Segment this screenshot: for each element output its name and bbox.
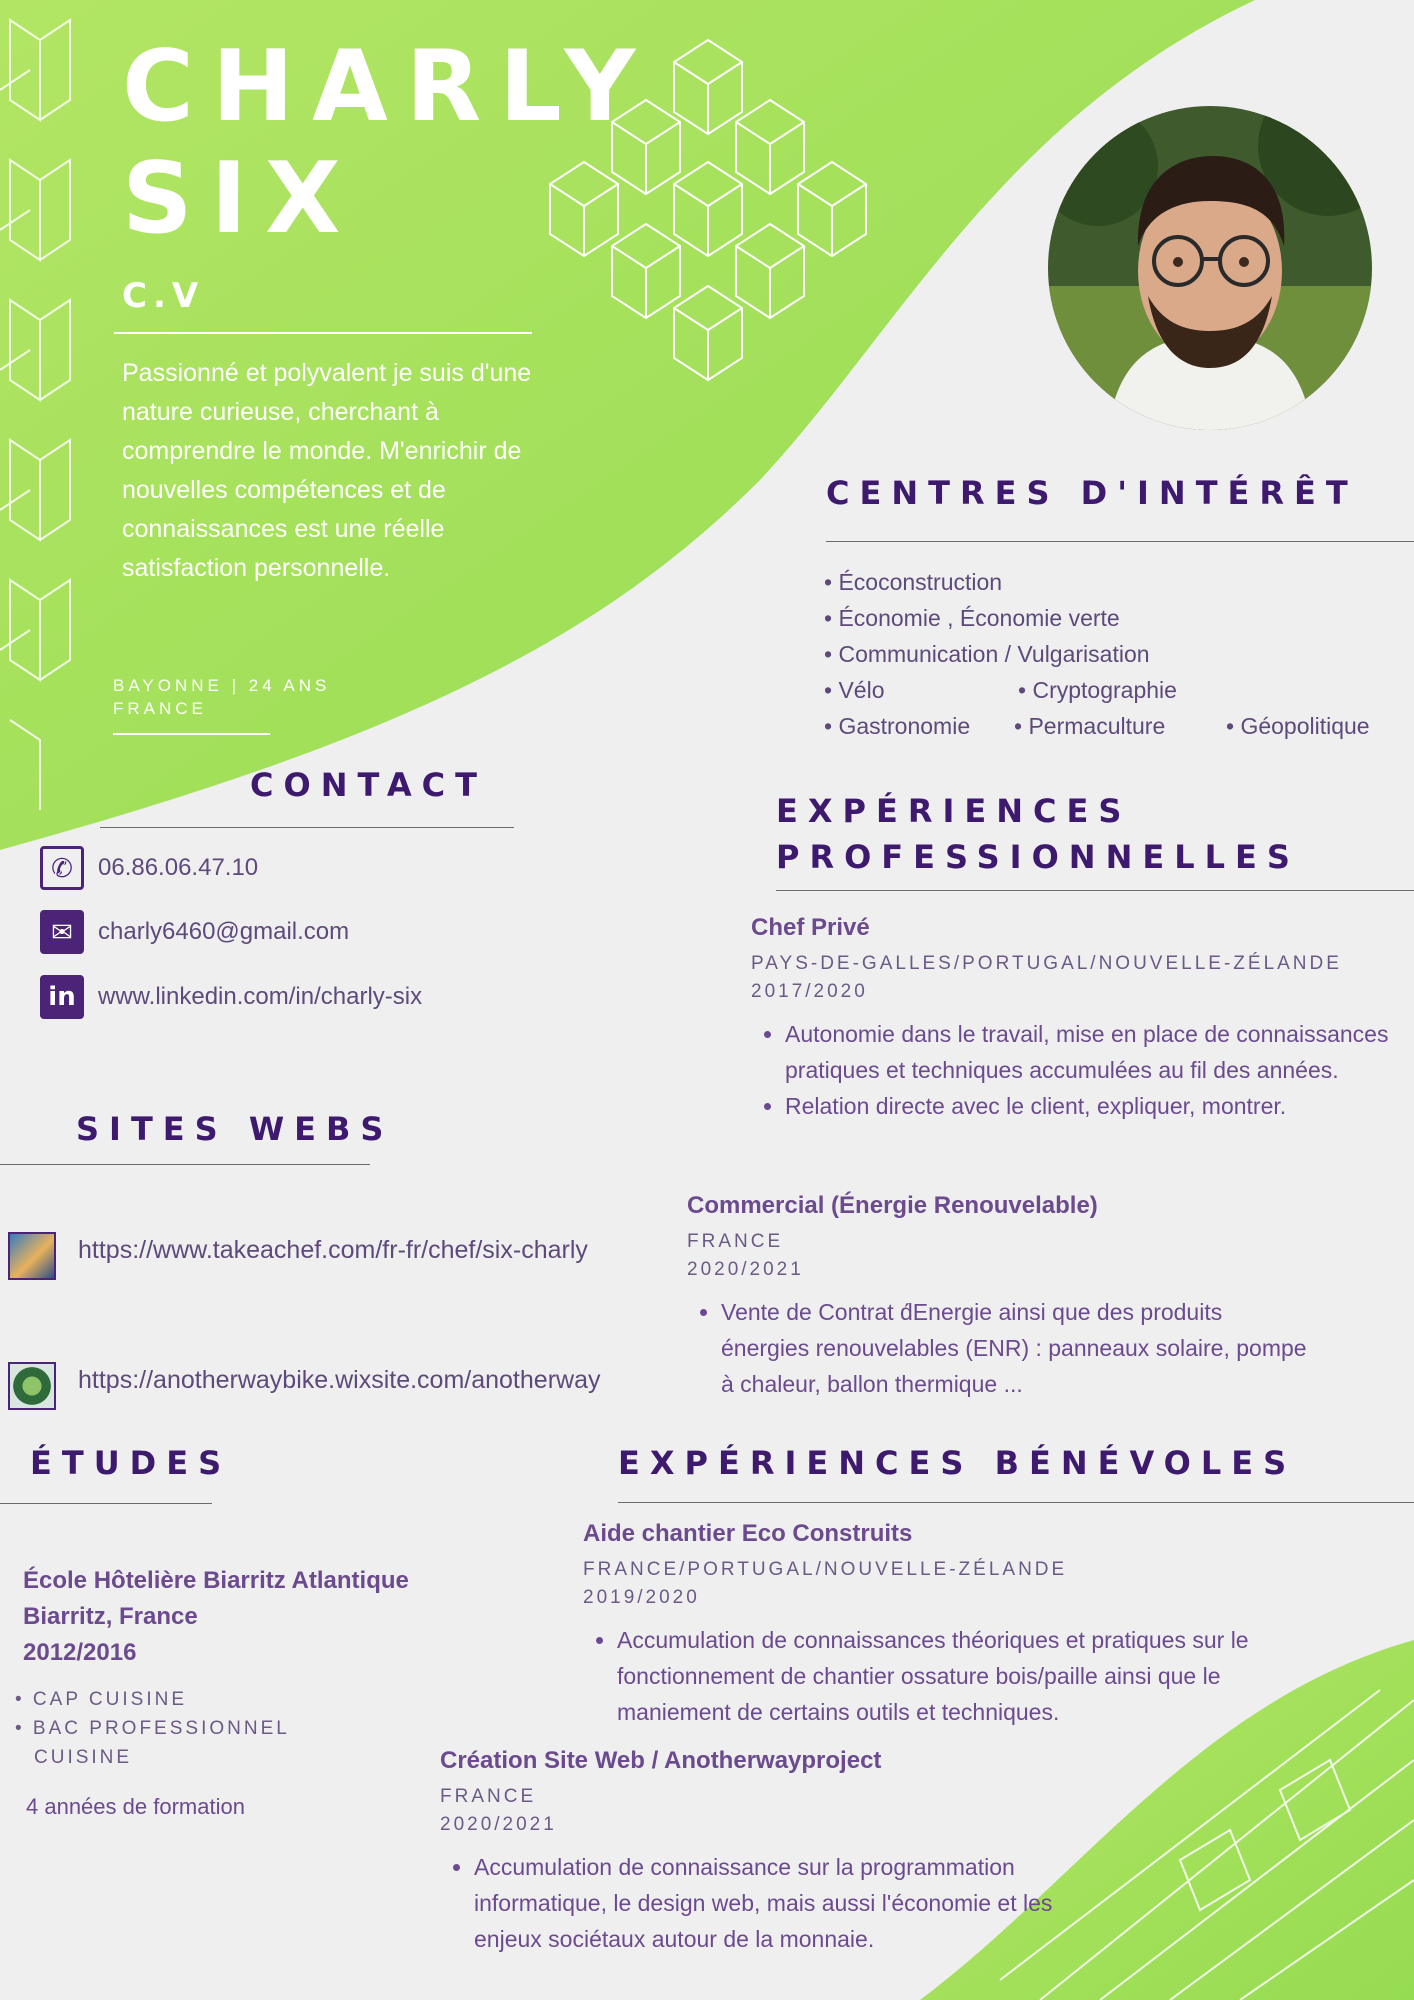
volunteer-job-place: FRANCE (440, 1786, 537, 1807)
avatar (1048, 106, 1372, 430)
volunteer-entry (583, 1520, 1343, 1730)
interest-item: • Gastronomie (824, 713, 971, 739)
volunteer-job-place: FRANCE/PORTUGAL/NOUVELLE-ZÉLANDE (583, 1559, 1068, 1580)
first-name: CHARLY (122, 30, 654, 144)
interests-divider (826, 541, 1414, 542)
linkedin-icon: in (40, 975, 84, 1019)
cv-label: C.V (122, 276, 205, 316)
job-dates: 2017/2020 (751, 981, 868, 1002)
mail-icon: ✉ (40, 910, 84, 954)
experience-title-line1: EXPÉRIENCES (776, 792, 1132, 830)
job-entry (687, 1192, 1407, 1402)
volunteer-entry (440, 1747, 1160, 1957)
intro-text: Passionné et polyvalent je suis d'une nature curieuse, cherchant à comprendre le monde. M'enrichir de nouvelles compétences et de connaissances est une réelle satisfaction personnelle. (122, 359, 532, 582)
phone-number[interactable]: 06.86.06.47.10 (98, 854, 259, 881)
volunteer-title: EXPÉRIENCES BÉNÉVOLES (618, 1444, 1297, 1482)
interest-item: • Géopolitique (1226, 713, 1370, 739)
volunteer-job-title: Aide chantier Eco Construits (583, 1520, 913, 1547)
job-bullet: • Relation directe avec le client, expliquer, montrer. (785, 1088, 1405, 1124)
job-place: FRANCE (687, 1231, 784, 1252)
interests-title: CENTRES D'INTÉRÊT (826, 474, 1358, 512)
job-bullets (687, 1294, 1311, 1402)
interest-item: • Permaculture (1014, 713, 1166, 739)
job-place: PAYS-DE-GALLES/PORTUGAL/NOUVELLE-ZÉLANDE (751, 953, 1342, 974)
volunteer-bullets (440, 1849, 1114, 1957)
job-dates: 2020/2021 (687, 1259, 804, 1280)
contact-email[interactable] (40, 910, 349, 954)
interest-item: • Cryptographie (1018, 677, 1177, 703)
contact-phone[interactable] (40, 846, 258, 890)
diploma-item: • BAC PROFESSIONNEL (15, 1718, 290, 1739)
location-city: BAYONNE | 24 ANS (113, 676, 331, 695)
school-dates: 2012/2016 (23, 1639, 137, 1666)
interest-item: • Communication / Vulgarisation (824, 641, 1150, 667)
job-title: Chef Privé (751, 914, 870, 941)
experience-title-line2: PROFESSIONNELLES (776, 838, 1300, 876)
volunteer-job-title: Création Site Web / Anotherwayproject (440, 1747, 882, 1774)
contact-title: CONTACT (250, 766, 487, 804)
location (113, 674, 330, 720)
site-takeachef[interactable] (8, 1232, 628, 1280)
diploma-item: • CAP CUISINE (15, 1689, 187, 1710)
school-name: École Hôtelière Biarritz Atlantique (23, 1567, 409, 1594)
volunteer-divider (618, 1502, 1414, 1503)
divider-white (114, 332, 532, 334)
volunteer-job-dates: 2019/2020 (583, 1587, 700, 1608)
school-city: Biarritz, France (23, 1603, 198, 1630)
sites-title: SITES WEBS (76, 1110, 394, 1148)
education-divider (0, 1503, 212, 1504)
volunteer-job-dates: 2020/2021 (440, 1814, 557, 1835)
job-bullet: • Vente de Contrat d́Energie ainsi que des produits énergies renouvelables (ENR) : panneaux solaire, pompe à chaleur, ballon thermique ... (721, 1294, 1311, 1402)
job-entry (751, 914, 1411, 1124)
site-link[interactable]: https://anotherwaybike.wixsite.com/anotherway (78, 1366, 601, 1394)
job-bullets (751, 1016, 1405, 1124)
last-name: SIX (122, 142, 359, 256)
education-title: ÉTUDES (30, 1444, 232, 1482)
diploma-item-continued: CUISINE (34, 1747, 133, 1768)
education-note: 4 années de formation (26, 1794, 245, 1819)
education-entry (15, 1563, 443, 1820)
location-country: FRANCE (113, 699, 207, 718)
phone-icon: ✆ (40, 846, 84, 890)
volunteer-bullet: • Accumulation de connaissances théoriques et pratiques sur le fonctionnement de chantier ossature bois/paille ainsi que le maniement de certains outils et techniques. (617, 1622, 1307, 1730)
job-title: Commercial (Énergie Renouvelable) (687, 1192, 1098, 1219)
interest-item: • Vélo (824, 677, 885, 703)
job-bullet: • Autonomie dans le travail, mise en place de connaissances pratiques et techniques accumulées au fil des années. (785, 1016, 1405, 1088)
site-link[interactable]: https://www.takeachef.com/fr-fr/chef/six-charly (78, 1236, 588, 1264)
divider-white-short (113, 733, 270, 735)
interest-item: • Écoconstruction (824, 569, 1003, 595)
site-anotherway[interactable] (8, 1362, 658, 1410)
anotherway-logo-icon (8, 1362, 56, 1410)
linkedin-url[interactable]: www.linkedin.com/in/charly-six (98, 983, 423, 1010)
interest-item: • Économie , Économie verte (824, 605, 1120, 631)
takeachef-thumbnail-icon (8, 1232, 56, 1280)
volunteer-bullets (583, 1622, 1307, 1730)
sites-divider (0, 1164, 370, 1165)
email-address[interactable]: charly6460@gmail.com (98, 918, 350, 945)
contact-linkedin[interactable] (40, 975, 422, 1019)
experience-divider (776, 890, 1414, 891)
volunteer-bullet: • Accumulation de connaissance sur la programmation informatique, le design web, mais aussi l'économie et les enjeux sociétaux autour de la monnaie. (474, 1849, 1114, 1957)
contact-divider (100, 827, 514, 828)
experience-title (776, 788, 1300, 880)
